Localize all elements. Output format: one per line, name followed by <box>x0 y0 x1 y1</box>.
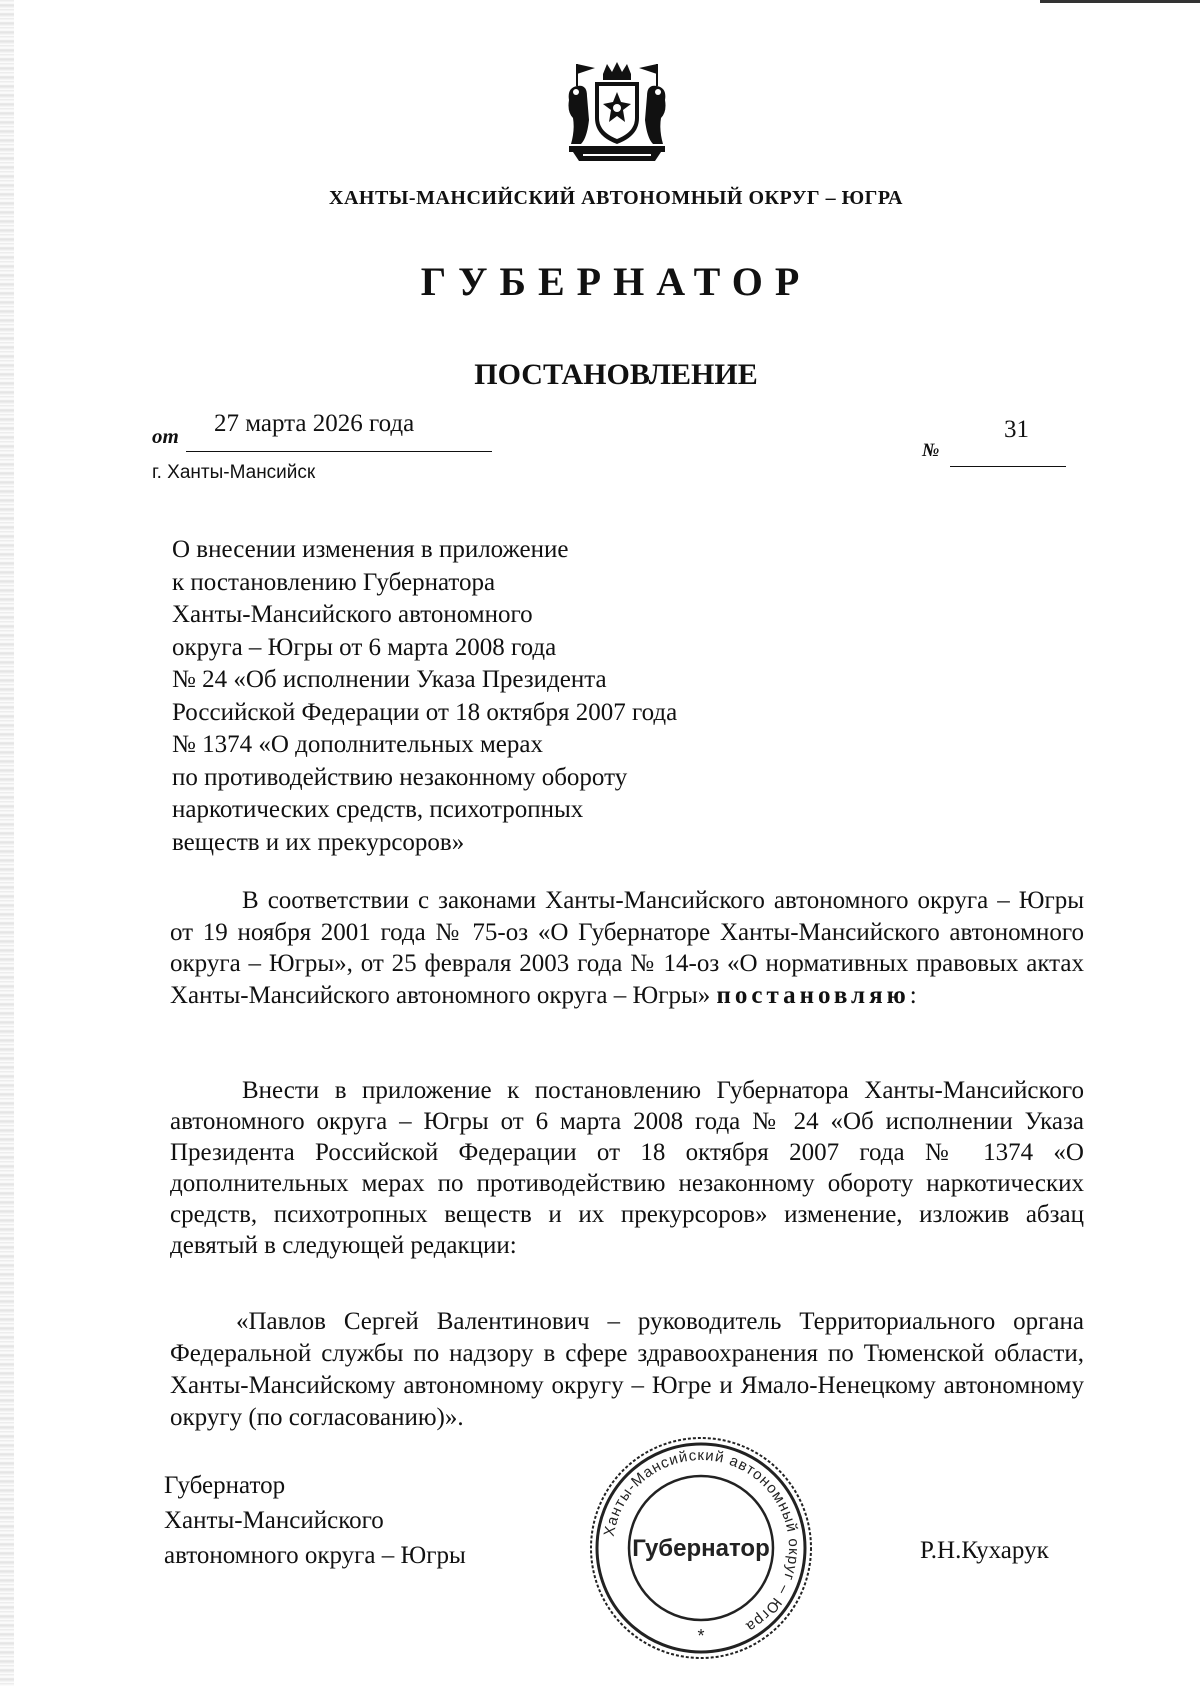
coat-of-arms-icon <box>563 60 671 163</box>
amendment-paragraph: Внести в приложение к постановлению Губернатора Ханты-Мансийского автономного округа – Югры от 6 марта 2008 года № 24 «Об исполнении Указа Президента Российской Федерации от 18 октября 2007 года № 1374 «О дополнительных мерах по противодействию незаконному обороту наркотических средств, психотропных веществ и их прекурсоров» изменение, изложив абзац девятый в следующей редакции: <box>170 1077 1084 1259</box>
subject-line: № 24 «Об исполнении Указа Президента <box>172 666 607 693</box>
signatory-title-line: автономного округа – Югры <box>164 1542 466 1569</box>
subject-line: Ханты-Мансийского автономного <box>172 601 533 628</box>
subject-line: округа – Югры от 6 марта 2008 года <box>172 633 557 661</box>
date-label: от <box>152 424 179 448</box>
document-type: ПОСТАНОВЛЕНИЕ <box>474 358 758 391</box>
signatory-title <box>164 1468 466 1573</box>
subject-line: № 1374 «О дополнительных мерах <box>172 731 543 758</box>
scan-edge-left <box>0 0 14 1686</box>
document-number: 31 <box>1004 416 1029 443</box>
seal-ring-text: Ханты-Мансийский автономный округ – Югра <box>600 1446 803 1636</box>
subject-line: к постановлению Губернатора <box>172 568 496 596</box>
preamble-colon: : <box>909 981 917 1009</box>
scan-edge-top <box>1040 0 1200 3</box>
document-subject <box>172 534 677 859</box>
seal-star: * <box>697 1626 705 1646</box>
signatory-title-line: Губернатор <box>164 1472 286 1499</box>
signatory-title-line: Ханты-Мансийского <box>164 1507 384 1534</box>
preamble-text: В соответствии с законами Ханты-Мансийского автономного округа – Югры от 19 ноября 2001 года № 75-оз «О Губернаторе Ханты-Мансийского автономного округа – Югры», от 25 февраля 2003 года № 14-оз «О нормативных правовых актах Ханты-Мансийского автономного округа – Югры» <box>170 887 1084 1009</box>
subject-line: О внесении изменения в приложение <box>172 536 569 563</box>
seal-center-text: Губернатор <box>632 1535 770 1562</box>
amendment-text-paragraph: «Павлов Сергей Валентинович – руководитель Территориального органа Федеральной службы по надзору в сфере здравоохранения по Тюменской области, Ханты-Мансийскому автономному округу – Югре и Ямало-Ненецкому автономному округу (по согласованию)». <box>170 1308 1084 1431</box>
number-underline <box>950 466 1066 467</box>
preamble-paragraph <box>170 885 1084 1011</box>
subject-line: по противодействию незаконному обороту <box>172 763 628 791</box>
official-seal <box>585 1432 817 1664</box>
subject-line: веществ и их прекурсоров» <box>172 828 465 856</box>
issuer-title: ГУБЕРНАТОР <box>420 259 812 304</box>
subject-line: Российской Федерации от 18 октября 2007 года <box>172 698 678 726</box>
city: г. Ханты-Мансийск <box>152 462 316 483</box>
date-underline <box>186 451 492 452</box>
region-title: ХАНТЫ-МАНСИЙСКИЙ АВТОНОМНЫЙ ОКРУГ – ЮГРА <box>329 187 903 209</box>
number-label: № <box>922 440 940 461</box>
document-date: 27 марта 2026 года <box>214 410 415 437</box>
signatory-name: Р.Н.Кухарук <box>920 1537 1049 1564</box>
decree-word: постановляю <box>716 981 910 1009</box>
subject-line: наркотических средств, психотропных <box>172 796 584 823</box>
